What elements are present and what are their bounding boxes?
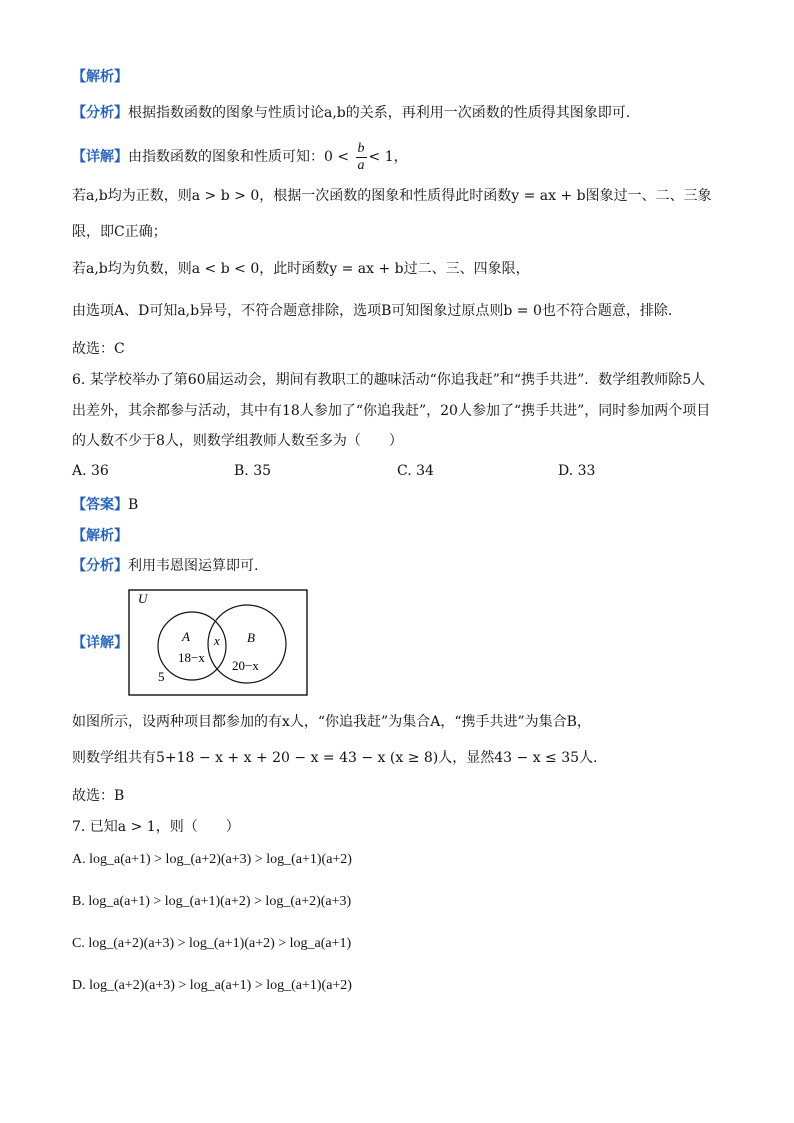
q6-stem-line1: 6. 某学校举办了第60届运动会，期间有教职工的趣味活动“你追我赶”和“携手共进”．数学组教师除5人 bbox=[72, 372, 706, 388]
q6-option-d: D. 33 bbox=[558, 463, 596, 479]
xiangjie-tag: 【详解】 bbox=[72, 149, 128, 165]
q5-xiangjie bbox=[72, 140, 408, 174]
q5-fenxi-text: 根据指数函数的图象与性质讨论a,b的关系，再利用一次函数的性质得其图象即可. bbox=[128, 105, 631, 121]
q6-jiexi: 【解析】 bbox=[72, 528, 128, 544]
q7-option-b bbox=[72, 894, 351, 910]
option-expr: log_(a+2)(a+3) > log_a(a+1) > log_(a+1)(a+2) bbox=[89, 978, 352, 993]
jiexi-tag: 【解析】 bbox=[72, 69, 128, 85]
q5-fenxi bbox=[72, 104, 630, 122]
option-expr: log_(a+2)(a+3) > log_(a+1)(a+2) > log_a(a+1) bbox=[88, 936, 352, 951]
q6-xiangjie-tag: 【详解】 bbox=[72, 635, 128, 651]
q5-line1: 若a,b均为正数，则a > b > 0，根据一次函数的图象和性质得此时函数y = ax + b图象过一、二、三象 bbox=[72, 188, 712, 204]
q6-option-c: C. 34 bbox=[397, 463, 434, 479]
option-expr: log_a(a+1) > log_(a+1)(a+2) > log_(a+2)(a+3) bbox=[88, 894, 352, 909]
option-label: A. bbox=[72, 852, 86, 867]
venn-a-label: A bbox=[182, 629, 190, 644]
q5-line4: 由选项A、D可知a,b异号，不符合题意排除，选项B可知图象过原点则b = 0也不符合题意，排除. bbox=[72, 303, 673, 319]
q6-option-b: B. 35 bbox=[234, 463, 272, 479]
q6-fenxi-text: 利用韦恩图运算即可. bbox=[128, 558, 259, 574]
q6-answer-text: B bbox=[128, 497, 139, 513]
venn-b-only-label: 20−x bbox=[232, 658, 259, 673]
fraction-b-over-a bbox=[356, 141, 367, 174]
q6-line2: 则数学组共有5+18 − x + x + 20 − x = 43 − x (x ≥ 8)人，显然43 − x ≤ 35人. bbox=[72, 750, 598, 766]
q7-stem: 7. 已知a > 1，则（ ） bbox=[72, 819, 240, 835]
venn-diagram bbox=[128, 589, 308, 696]
q6-answer-line bbox=[72, 496, 138, 514]
q6-answer: 故选：B bbox=[72, 788, 125, 804]
venn-outside-label: 5 bbox=[158, 669, 165, 684]
q5-line3: 若a,b均为负数，则a < b < 0，此时函数y = ax + b过二、三、四象限， bbox=[72, 261, 530, 277]
q6-stem-line2: 出差外，其余都参与活动，其中有18人参加了“你追我赶”，20人参加了“携手共进”，同时参加两个项目 bbox=[72, 403, 711, 419]
q6-fenxi bbox=[72, 557, 258, 575]
q6-stem-line3: 的人数不少于8人，则数学组教师人数至多为（ ） bbox=[72, 433, 403, 449]
q5-xiangjie-tail: < 1， bbox=[368, 149, 408, 165]
q7-option-c bbox=[72, 936, 351, 952]
fenxi-tag: 【分析】 bbox=[72, 558, 128, 574]
option-label: D. bbox=[72, 978, 86, 993]
option-label: B. bbox=[72, 894, 85, 909]
venn-b-label: B bbox=[247, 630, 255, 645]
option-label: C. bbox=[72, 936, 85, 951]
q6-option-a: A. 36 bbox=[72, 463, 109, 479]
venn-x-label: x bbox=[214, 633, 220, 648]
q5-line2: 限，即C正确； bbox=[72, 224, 167, 240]
venn-a-only-label: 18−x bbox=[178, 650, 205, 665]
option-expr: log_a(a+1) > log_(a+2)(a+3) > log_(a+1)(a+2) bbox=[89, 852, 352, 867]
q6-line1: 如图所示，设两种项目都参加的有x人，“你追我赶”为集合A，“携手共进”为集合B， bbox=[72, 714, 591, 730]
q5-answer: 故选：C bbox=[72, 341, 125, 357]
fraction-numerator: b bbox=[357, 140, 365, 156]
q7-option-d bbox=[72, 978, 352, 994]
venn-u-label: U bbox=[138, 591, 148, 606]
q5-xiangjie-text: 由指数函数的图象和性质可知：0 < bbox=[128, 149, 350, 165]
fenxi-tag: 【分析】 bbox=[72, 105, 128, 121]
daan-tag: 【答案】 bbox=[72, 497, 128, 513]
fraction-denominator: a bbox=[357, 157, 365, 173]
q7-option-a bbox=[72, 852, 352, 868]
